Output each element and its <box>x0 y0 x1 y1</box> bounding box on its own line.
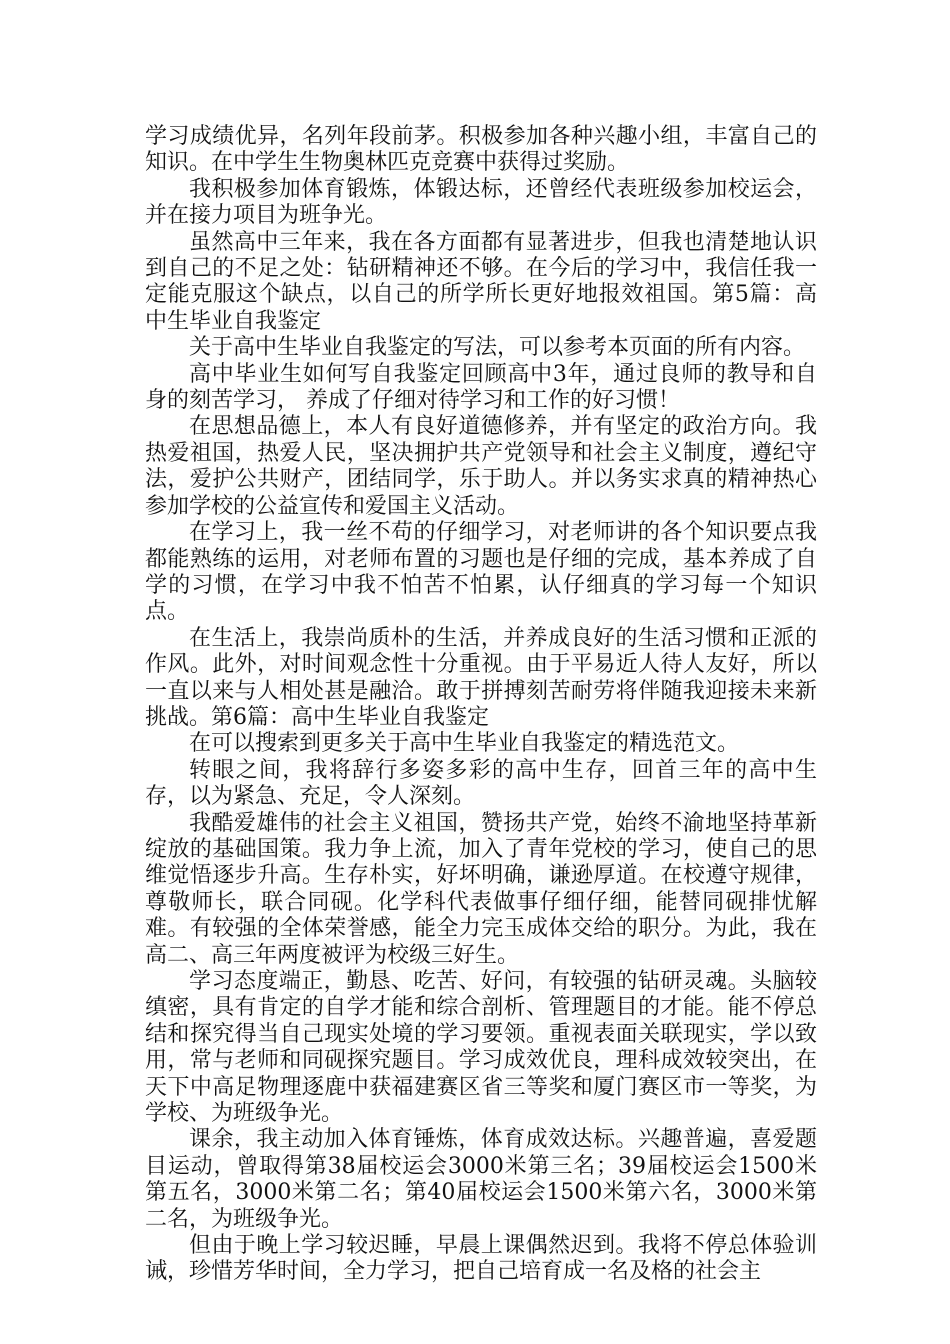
paragraph-13: 课余，我主动加入体育锤炼，体育成效达标。兴趣普遍，喜爱题目运动，曾取得第38届校运会3000米第三名；39届校运会1500米第五名，3000米第二名；第40届校运会1500米第六名，3000米第二名，为班级争光。 <box>145 1127 817 1232</box>
paragraph-8: 在生活上，我崇尚质朴的生活，并养成良好的生活习惯和正派的作风。此外，对时间观念性十分重视。由于平易近人待人友好，所以一直以来与人相处甚是融洽。敢于拼搏刻苦耐劳将伴随我迎接未来新挑战。第6篇：高中生毕业自我鉴定 <box>145 625 817 730</box>
paragraph-2: 我积极参加体育锻炼，体锻达标，还曾经代表班级参加校运会，并在接力项目为班争光。 <box>145 176 817 229</box>
paragraph-9: 在可以搜索到更多关于高中生毕业自我鉴定的精选范文。 <box>189 731 740 757</box>
paragraph-3: 虽然高中三年来，我在各方面都有显著进步，但我也清楚地认识到自己的不足之处：钻研精神还不够。在今后的学习中，我信任我一定能克服这个缺点，以自己的所学所长更好地报效祖国。第5篇：高中生毕业自我鉴定 <box>145 229 817 334</box>
document-body <box>145 124 817 1286</box>
paragraph-1: 学习成绩优异，名列年段前茅。积极参加各种兴趣小组，丰富自己的知识。在中学生生物奥林匹克竞赛中获得过奖励。 <box>145 124 817 176</box>
paragraph-7: 在学习上，我一丝不苟的仔细学习，对老师讲的各个知识要点我都能熟练的运用，对老师布置的习题也是仔细的完成，基本养成了自学的习惯，在学习中我不怕苦不怕累，认仔细真的学习每一个知识点。 <box>145 520 817 625</box>
paragraph-6: 在思想品德上，本人有良好道德修养，并有坚定的政治方向。我热爱祖国，热爱人民，坚决拥护共产党领导和社会主义制度，遵纪守法，爱护公共财产，团结同学，乐于助人。并以务实求真的精神热心参加学校的公益宣传和爱国主义活动。 <box>145 414 817 519</box>
paragraph-11: 我酷爱雄伟的社会主义祖国，赞扬共产党，始终不渝地坚持革新绽放的基础国策。我力争上流，加入了青年党校的学习，使自己的思维觉悟逐步升高。生存朴实，好坏明确，谦逊厚道。在校遵守规律，尊敬师长，联合同砚。化学科代表做事仔细仔细，能替同砚排忧解难。有较强的全体荣誉感，能全力完玉成体交给的职分。为此，我在高二、高三年两度被评为校级三好生。 <box>145 810 817 968</box>
paragraph-10: 转眼之间，我将辞行多姿多彩的高中生存，回首三年的高中生存，以为紧急、充足，令人深刻。 <box>145 757 817 810</box>
paragraph-4: 关于高中生毕业自我鉴定的写法，可以参考本页面的所有内容。 <box>189 335 806 361</box>
paragraph-5: 高中毕业生如何写自我鉴定回顾高中3年，通过良师的教导和自身的刻苦学习， 养成了仔细对待学习和工作的好习惯！ <box>145 361 817 414</box>
paragraph-12: 学习态度端正，勤恳、吃苦、好问，有较强的钻研灵魂。头脑较缜密，具有肯定的自学才能和综合剖析、管理题目的才能。能不停总结和探究得当自己现实处境的学习要领。重视表面关联现实，学以致用，常与老师和同砚探究题目。学习成效优良，理科成效较突出，在天下中高足物理逐鹿中获福建赛区省三等奖和厦门赛区市一等奖，为学校、为班级争光。 <box>145 969 817 1127</box>
paragraph-14: 但由于晚上学习较迟睡，早晨上课偶然迟到。我将不停总体验训诫，珍惜芳华时间，全力学习，把自己培育成一名及格的社会主 <box>145 1233 817 1285</box>
